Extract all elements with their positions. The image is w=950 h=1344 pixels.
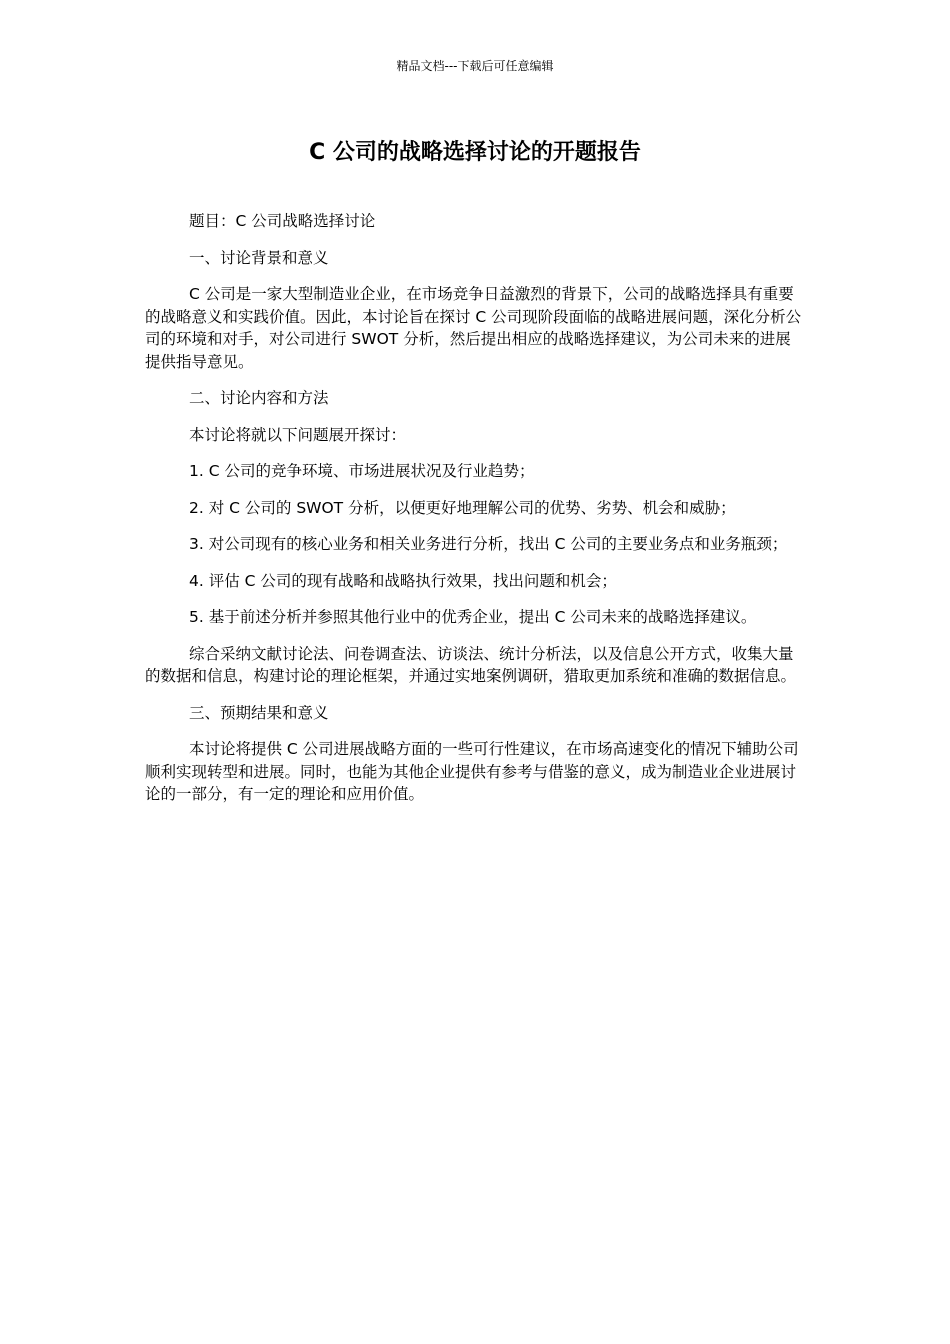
list-item-2: 2. 对 C 公司的 SWOT 分析，以便更好地理解公司的优势、劣势、机会和威胁； (189, 498, 736, 517)
list-item-4: 4. 评估 C 公司的现有战略和战略执行效果，找出问题和机会； (189, 571, 617, 590)
background-paragraph: C 公司是一家大型制造业企业，在市场竞争日益激烈的背景下，公司的战略选择具有重要的战略意义和实践价值。因此，本讨论旨在探讨 C 公司现阶段面临的战略进展问题，深化分析公司的环境和对手，对公司进行 SWOT 分析，然后提出相应的战略选择建议，为公司未来的进展提供指导意见。 (145, 285, 802, 371)
list-item-3: 3. 对公司现有的核心业务和相关业务进行分析，找出 C 公司的主要业务点和业务瓶颈； (189, 535, 788, 553)
section-heading-content-methods: 二、讨论内容和方法 (189, 389, 329, 407)
section-heading-background: 一、讨论背景和意义 (189, 248, 329, 267)
list-item-1: 1. C 公司的竞争环境、市场进展状况及行业趋势； (189, 462, 535, 480)
document-body (145, 210, 805, 820)
methods-paragraph: 综合采纳文献讨论法、问卷调查法、访谈法、统计分析法，以及信息公开方式，收集大量的数据和信息，构建讨论的理论框架，并通过实地案例调研，猎取更加系统和准确的数据信息。 (145, 644, 797, 685)
topic-line: 题目：C 公司战略选择讨论 (189, 212, 376, 230)
document-title: C 公司的战略选择讨论的开题报告 (309, 140, 641, 165)
expected-results-paragraph: 本讨论将提供 C 公司进展战略方面的一些可行性建议，在市场高速变化的情况下辅助公司顺利实现转型和进展。同时，也能为其他企业提供有参考与借鉴的意义，成为制造业企业进展讨论的一部分，有一定的理论和应用价值。 (145, 740, 799, 803)
section-heading-expected-results: 三、预期结果和意义 (189, 703, 329, 722)
list-item-5: 5. 基于前述分析并参照其他行业中的优秀企业，提出 C 公司未来的战略选择建议。 (189, 608, 757, 626)
page-header: 精品文档---下载后可任意编辑 (396, 59, 554, 73)
content-intro-paragraph: 本讨论将就以下问题展开探讨： (189, 425, 407, 444)
